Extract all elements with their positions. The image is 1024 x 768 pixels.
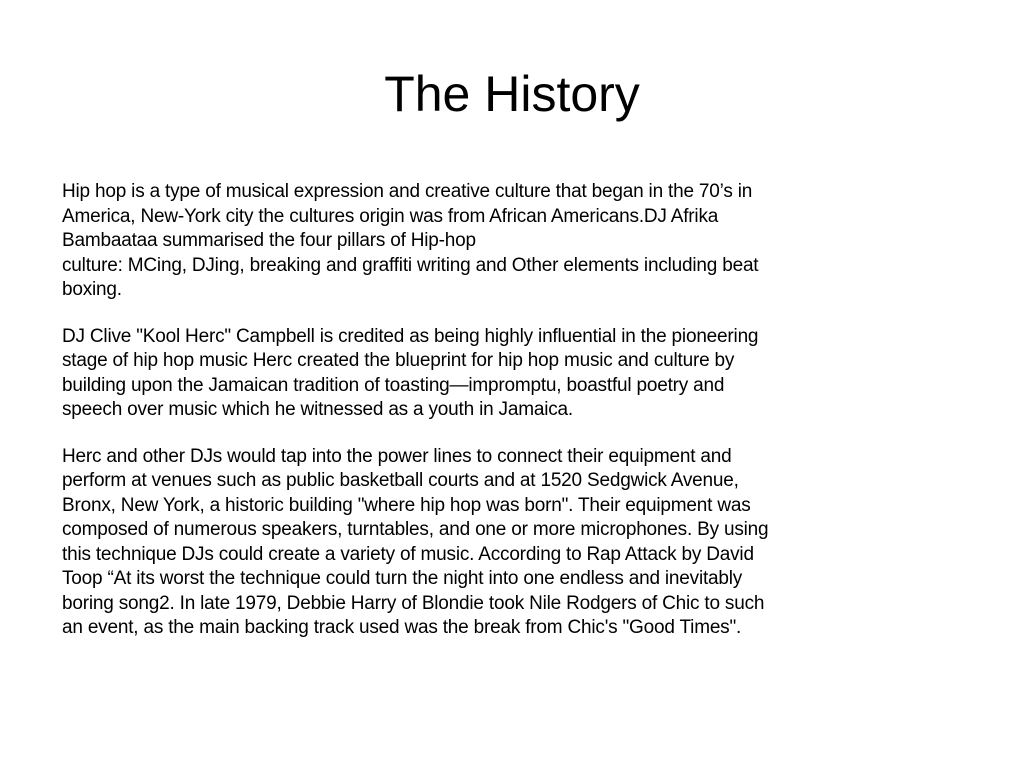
slide-body — [62, 180, 962, 663]
text-line: Bambaataa summarised the four pillars of Hip-hop — [62, 230, 476, 251]
text-line: stage of hip hop music Herc created the blueprint for hip hop music and culture by — [62, 350, 735, 371]
text-line: boring song2. In late 1979, Debbie Harry of Blondie took Nile Rodgers of Chic to such — [62, 592, 765, 614]
text-line: speech over music which he witnessed as a youth in Jamaica. — [62, 399, 573, 420]
paragraph-kool-herc — [62, 325, 962, 423]
text-line: an event, as the main backing track used was the break from Chic's "Good Times". — [62, 617, 742, 638]
text-line: Bronx, New York, a historic building "where hip hop was born". Their equipment was — [62, 494, 751, 516]
text-line: building upon the Jamaican tradition of toasting—impromptu, boastful poetry and — [62, 374, 725, 396]
text-line: perform at venues such as public basketball courts and at 1520 Sedgwick Avenue, — [62, 470, 739, 491]
text-line: Hip hop is a type of musical expression and creative culture that began in the 70’s in — [62, 181, 753, 202]
text-line: culture: MCing, DJing, breaking and graffiti writing and Other elements including beat — [62, 254, 759, 276]
paragraph-equipment — [62, 445, 962, 641]
slide-title: The History — [384, 66, 640, 122]
text-line: Herc and other DJs would tap into the power lines to connect their equipment and — [62, 445, 732, 467]
text-line: this technique DJs could create a variety of music. According to Rap Attack by David — [62, 543, 754, 565]
text-line: composed of numerous speakers, turntables, and one or more microphones. By using — [62, 519, 769, 540]
text-line: boxing. — [62, 279, 122, 300]
paragraph-origins — [62, 180, 962, 303]
text-line: Toop “At its worst the technique could turn the night into one endless and inevitably — [62, 568, 743, 589]
text-line: America, New-York city the cultures origin was from African Americans.DJ Afrika — [62, 205, 719, 227]
text-line: DJ Clive "Kool Herc" Campbell is credited as being highly influential in the pioneering — [62, 325, 759, 347]
